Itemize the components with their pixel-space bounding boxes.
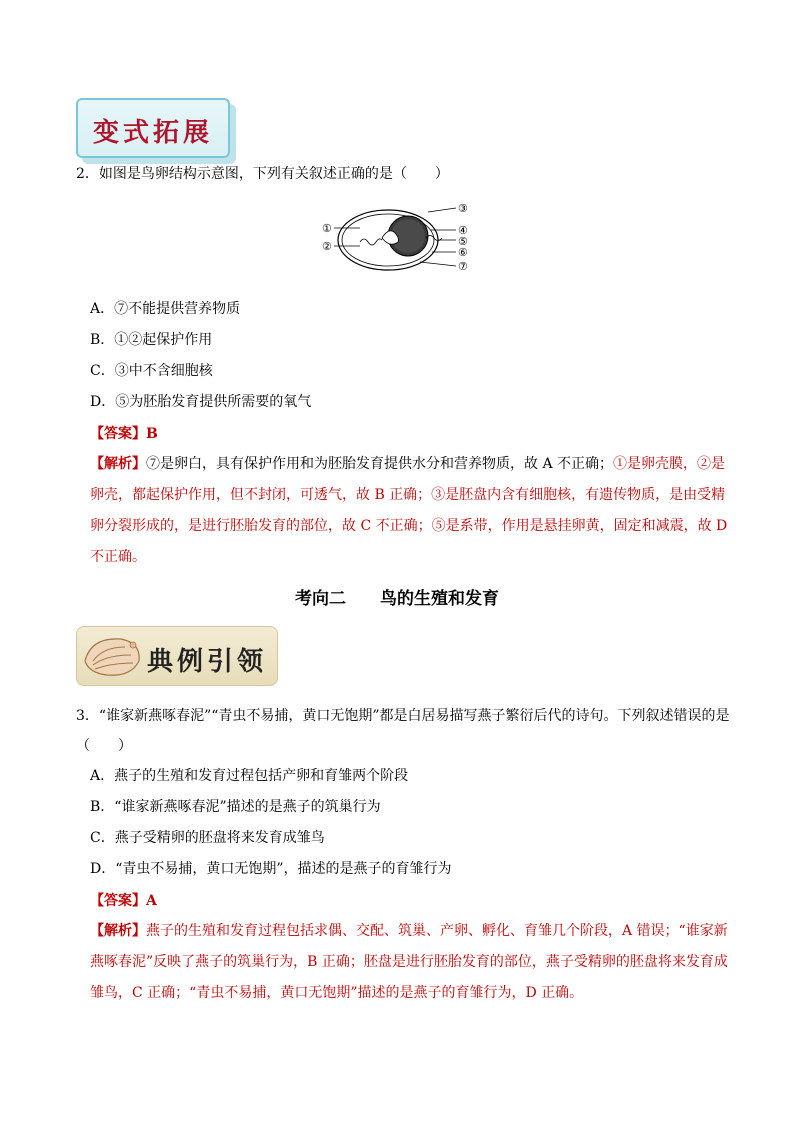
q3-analysis-text: 燕子的生殖和发育过程包括求偶、交配、筑巢、产卵、孵化、育雏几个阶段，A 错误；“谁家新燕啄春泥”反映了燕子的筑巢行为，B 正确；胚盘是进行胚胎发育的部位，燕子受精卵的胚盘将来发育成雏鸟，C 正确；“青虫不易捕，黄口无饱期”描述的是燕子的育雏行为，D 正确。 [90, 923, 728, 1001]
q2-stem: 2．如图是鸟卵结构示意图，下列有关叙述正确的是（ ） [76, 166, 449, 182]
diagram-label-2: ② [322, 240, 332, 253]
diagram-label-5: ⑤ [458, 235, 468, 248]
q3-analysis-label: 【解析】 [90, 923, 146, 939]
q3-option-b: B．“谁家新燕啄春泥”描述的是燕子的筑巢行为 [90, 799, 381, 815]
section-banner-variation [76, 98, 230, 158]
q2-option-c: C．③中不含细胞核 [90, 363, 213, 379]
section-banner-example [76, 626, 278, 686]
q3-option-c: C．燕子受精卵的胚盘将来发育成雏鸟 [90, 830, 325, 846]
banner-example-text: 典例引领 [147, 647, 268, 677]
q3-answer: 【答案】A [90, 893, 157, 909]
q2-analysis-part1: ⑦是卵白，具有保护作用和为胚胎发育提供水分和营养物质，故 A 不正确； [146, 456, 614, 472]
q3-option-d: D．“青虫不易捕，黄口无饱期”，描述的是燕子的育雏行为 [90, 861, 452, 877]
diagram-label-4: ④ [458, 224, 468, 237]
q3-stem-line1: 3．“谁家新燕啄春泥”“青虫不易捕，黄口无饱期”都是白居易描写燕子繁衍后代的诗句。下列叙述错误的是 [76, 708, 730, 724]
diagram-label-1: ① [322, 222, 332, 235]
q2-analysis [90, 449, 738, 573]
banner-variation-text: 变式拓展 [92, 118, 213, 148]
q3-analysis [90, 916, 738, 1009]
q3-option-a: A．燕子的生殖和发育过程包括产卵和育雏两个阶段 [90, 768, 409, 784]
diagram-label-6: ⑥ [458, 246, 468, 259]
q2-analysis-part2: ①是卵壳膜，②是卵壳，都起保护作用，但不封闭，可透气，故 B 正确；③是胚盘内含有细胞核，有遗传物质，是由受精卵分裂形成的，是进行胚胎发育的部位，故 C 不正确；⑤是系带，作用是悬挂卵黄，固定和减震，故 D 不正确。 [90, 456, 728, 565]
egg-structure-diagram [320, 200, 480, 278]
shell-icon [81, 631, 145, 681]
q3-stem-line2: （ ） [76, 738, 132, 754]
diagram-label-7: ⑦ [458, 260, 468, 273]
diagram-label-3: ③ [458, 202, 468, 215]
q2-option-a: A．⑦不能提供营养物质 [90, 301, 241, 317]
section-title: 考向二 鸟的生殖和发育 [295, 589, 499, 609]
q2-option-d: D．⑤为胚胎发育提供所需要的氧气 [90, 394, 312, 410]
q2-analysis-label: 【解析】 [90, 456, 146, 472]
q2-option-b: B．①②起保护作用 [90, 332, 213, 348]
q2-answer: 【答案】B [90, 426, 158, 442]
